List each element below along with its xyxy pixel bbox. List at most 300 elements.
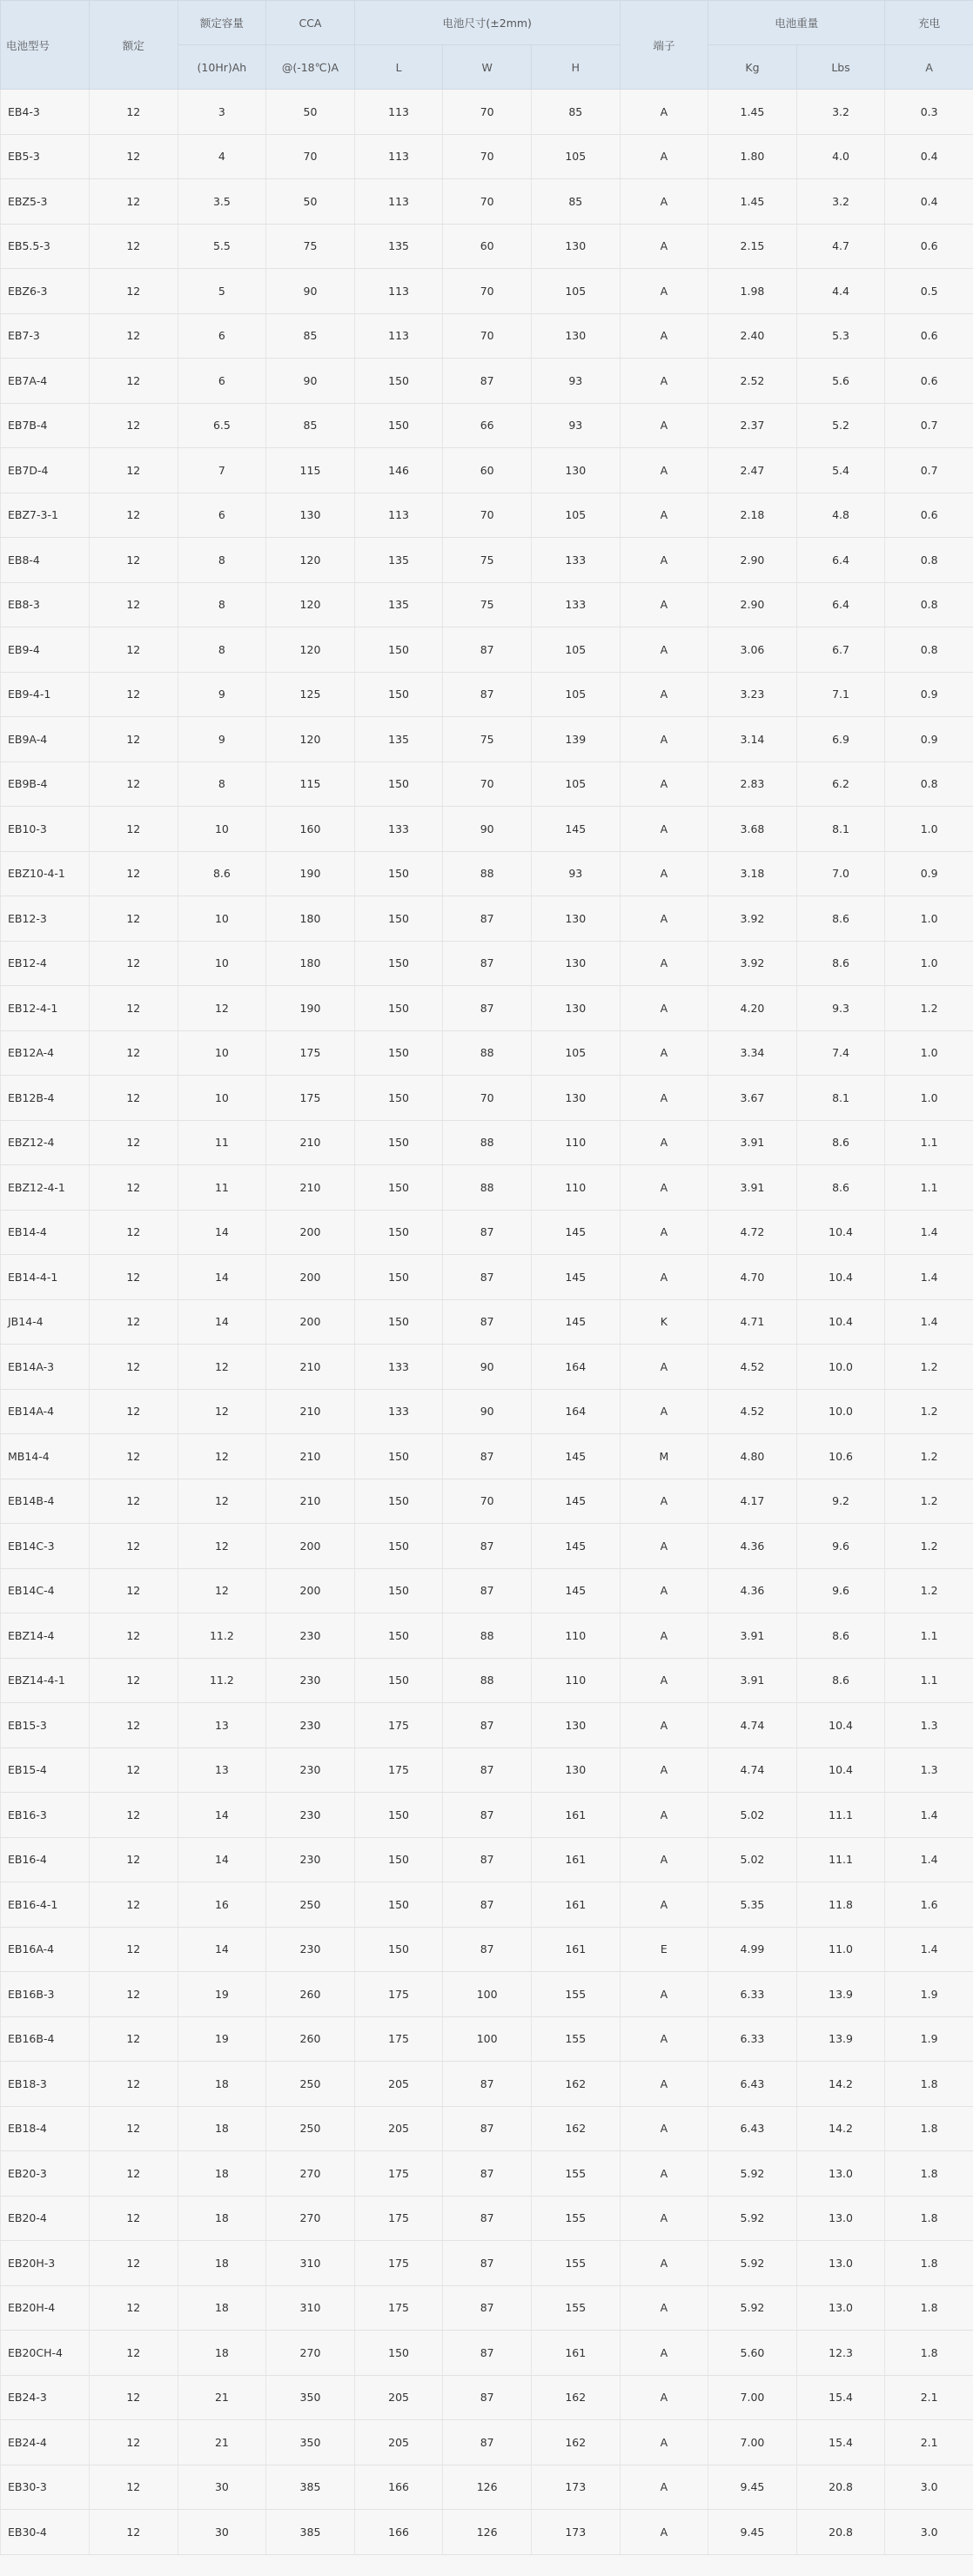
table-row — [1, 1076, 973, 1121]
cell-model: EB16B-4 — [1, 2016, 90, 2062]
cell-model: MB14-4 — [1, 1434, 90, 1479]
cell-cca: 350 — [266, 2375, 355, 2420]
cell-voltage: 12 — [90, 359, 178, 404]
table-row — [1, 2106, 973, 2151]
table-row — [1, 359, 973, 404]
cell-weight-lbs: 8.1 — [796, 807, 885, 852]
cell-cca: 270 — [266, 2331, 355, 2376]
cell-cca: 230 — [266, 1837, 355, 1882]
cell-weight-kg: 3.68 — [708, 807, 797, 852]
cell-height: 130 — [531, 986, 620, 1031]
table-row — [1, 1793, 973, 1838]
cell-charge-current: 0.8 — [885, 538, 973, 583]
cell-height: 162 — [531, 2062, 620, 2107]
cell-weight-kg: 3.91 — [708, 1165, 797, 1211]
cell-width: 87 — [443, 896, 532, 942]
cell-terminal: A — [620, 1703, 708, 1748]
cell-length: 135 — [354, 582, 443, 627]
cell-capacity: 14 — [178, 1793, 266, 1838]
cell-capacity: 18 — [178, 2331, 266, 2376]
cell-model: EB18-4 — [1, 2106, 90, 2151]
cell-voltage: 12 — [90, 1030, 178, 1076]
cell-width: 60 — [443, 448, 532, 493]
cell-terminal: A — [620, 627, 708, 673]
header-dim-h: H — [531, 45, 620, 90]
cell-capacity: 5 — [178, 269, 266, 314]
cell-cca: 190 — [266, 851, 355, 896]
table-row — [1, 538, 973, 583]
cell-voltage: 12 — [90, 627, 178, 673]
cell-capacity: 19 — [178, 1972, 266, 2017]
cell-model: EB16-4-1 — [1, 1882, 90, 1928]
cell-height: 155 — [531, 2241, 620, 2286]
cell-voltage: 12 — [90, 2151, 178, 2197]
cell-capacity: 14 — [178, 1299, 266, 1345]
header-dim-w: W — [443, 45, 532, 90]
cell-model: EB24-4 — [1, 2420, 90, 2465]
cell-capacity: 13 — [178, 1703, 266, 1748]
cell-terminal: A — [620, 1613, 708, 1659]
cell-terminal: A — [620, 2420, 708, 2465]
cell-voltage: 12 — [90, 403, 178, 448]
cell-width: 88 — [443, 1613, 532, 1659]
table-row — [1, 134, 973, 179]
cell-capacity: 12 — [178, 1389, 266, 1434]
cell-weight-kg: 1.45 — [708, 179, 797, 225]
cell-length: 150 — [354, 851, 443, 896]
cell-model: EB16A-4 — [1, 1927, 90, 1972]
cell-weight-kg: 5.02 — [708, 1793, 797, 1838]
cell-weight-lbs: 4.8 — [796, 493, 885, 538]
table-body — [1, 90, 973, 2555]
cell-width: 70 — [443, 1479, 532, 1524]
cell-weight-kg: 5.92 — [708, 2196, 797, 2241]
cell-terminal: A — [620, 448, 708, 493]
table-row — [1, 403, 973, 448]
cell-cca: 230 — [266, 1658, 355, 1703]
header-terminal: 端子 — [620, 1, 708, 90]
cell-model: EB20-4 — [1, 2196, 90, 2241]
cell-charge-current: 2.1 — [885, 2375, 973, 2420]
cell-weight-lbs: 9.6 — [796, 1524, 885, 1569]
cell-weight-kg: 2.15 — [708, 224, 797, 269]
cell-width: 70 — [443, 134, 532, 179]
cell-width: 87 — [443, 672, 532, 717]
cell-terminal: A — [620, 1479, 708, 1524]
cell-cca: 250 — [266, 2062, 355, 2107]
cell-height: 110 — [531, 1120, 620, 1165]
cell-height: 105 — [531, 761, 620, 807]
cell-charge-current: 1.8 — [885, 2196, 973, 2241]
cell-width: 87 — [443, 941, 532, 986]
cell-height: 145 — [531, 1568, 620, 1613]
cell-charge-current: 1.1 — [885, 1658, 973, 1703]
cell-weight-kg: 2.90 — [708, 538, 797, 583]
cell-height: 155 — [531, 1972, 620, 2017]
cell-voltage: 12 — [90, 313, 178, 359]
cell-voltage: 12 — [90, 448, 178, 493]
cell-weight-kg: 3.91 — [708, 1120, 797, 1165]
cell-cca: 175 — [266, 1076, 355, 1121]
table-row — [1, 986, 973, 1031]
cell-charge-current: 1.8 — [885, 2331, 973, 2376]
cell-voltage: 12 — [90, 1434, 178, 1479]
cell-height: 105 — [531, 1030, 620, 1076]
cell-terminal: A — [620, 1524, 708, 1569]
cell-weight-lbs: 3.2 — [796, 179, 885, 225]
cell-length: 150 — [354, 1030, 443, 1076]
cell-capacity: 6 — [178, 359, 266, 404]
cell-height: 130 — [531, 941, 620, 986]
cell-width: 90 — [443, 1389, 532, 1434]
cell-weight-lbs: 10.0 — [796, 1345, 885, 1390]
cell-cca: 210 — [266, 1389, 355, 1434]
cell-weight-kg: 3.14 — [708, 717, 797, 762]
cell-length: 175 — [354, 2151, 443, 2197]
cell-model: EB15-4 — [1, 1748, 90, 1793]
cell-weight-kg: 6.33 — [708, 1972, 797, 2017]
cell-voltage: 12 — [90, 2016, 178, 2062]
cell-model: EB24-3 — [1, 2375, 90, 2420]
cell-height: 161 — [531, 1882, 620, 1928]
cell-capacity: 6 — [178, 313, 266, 359]
cell-height: 155 — [531, 2151, 620, 2197]
cell-model: EB20CH-4 — [1, 2331, 90, 2376]
cell-capacity: 18 — [178, 2285, 266, 2331]
cell-width: 126 — [443, 2465, 532, 2510]
cell-model: EB10-3 — [1, 807, 90, 852]
cell-height: 110 — [531, 1165, 620, 1211]
cell-weight-kg: 4.17 — [708, 1479, 797, 1524]
cell-model: EB12-4 — [1, 941, 90, 986]
cell-terminal: A — [620, 1345, 708, 1390]
table-row — [1, 1345, 973, 1390]
cell-length: 135 — [354, 717, 443, 762]
cell-model: EBZ10-4-1 — [1, 851, 90, 896]
cell-terminal: A — [620, 2151, 708, 2197]
cell-weight-kg: 4.72 — [708, 1210, 797, 1255]
cell-voltage: 12 — [90, 538, 178, 583]
cell-width: 90 — [443, 1345, 532, 1390]
cell-width: 87 — [443, 1748, 532, 1793]
cell-charge-current: 2.1 — [885, 2420, 973, 2465]
cell-charge-current: 1.3 — [885, 1748, 973, 1793]
cell-weight-kg: 4.80 — [708, 1434, 797, 1479]
cell-length: 150 — [354, 1793, 443, 1838]
cell-capacity: 3 — [178, 90, 266, 135]
table-row — [1, 448, 973, 493]
cell-terminal: A — [620, 1389, 708, 1434]
cell-weight-lbs: 15.4 — [796, 2420, 885, 2465]
cell-length: 150 — [354, 1255, 443, 1300]
cell-length: 150 — [354, 1524, 443, 1569]
table-row — [1, 807, 973, 852]
cell-cca: 115 — [266, 448, 355, 493]
cell-weight-kg: 4.74 — [708, 1748, 797, 1793]
cell-length: 205 — [354, 2106, 443, 2151]
cell-width: 87 — [443, 1299, 532, 1345]
cell-width: 88 — [443, 851, 532, 896]
cell-capacity: 21 — [178, 2420, 266, 2465]
cell-height: 105 — [531, 493, 620, 538]
cell-model: EBZ5-3 — [1, 179, 90, 225]
cell-length: 150 — [354, 403, 443, 448]
cell-charge-current: 1.2 — [885, 1434, 973, 1479]
cell-length: 150 — [354, 1837, 443, 1882]
cell-weight-kg: 3.92 — [708, 941, 797, 986]
cell-length: 150 — [354, 1479, 443, 1524]
cell-weight-kg: 7.00 — [708, 2375, 797, 2420]
cell-capacity: 19 — [178, 2016, 266, 2062]
cell-charge-current: 1.4 — [885, 1255, 973, 1300]
cell-cca: 200 — [266, 1255, 355, 1300]
table-row — [1, 2151, 973, 2197]
cell-terminal: A — [620, 1165, 708, 1211]
cell-cca: 85 — [266, 403, 355, 448]
cell-model: EBZ14-4 — [1, 1613, 90, 1659]
cell-charge-current: 1.6 — [885, 1882, 973, 1928]
cell-weight-kg: 4.36 — [708, 1568, 797, 1613]
cell-weight-kg: 2.90 — [708, 582, 797, 627]
cell-voltage: 12 — [90, 1345, 178, 1390]
cell-cca: 200 — [266, 1299, 355, 1345]
table-row — [1, 2375, 973, 2420]
cell-capacity: 14 — [178, 1255, 266, 1300]
cell-width: 88 — [443, 1030, 532, 1076]
cell-voltage: 12 — [90, 1613, 178, 1659]
table-row — [1, 90, 973, 135]
cell-length: 133 — [354, 1389, 443, 1434]
cell-width: 70 — [443, 761, 532, 807]
cell-model: EB18-3 — [1, 2062, 90, 2107]
cell-height: 105 — [531, 672, 620, 717]
cell-voltage: 12 — [90, 269, 178, 314]
cell-length: 113 — [354, 313, 443, 359]
cell-length: 133 — [354, 807, 443, 852]
cell-terminal: A — [620, 717, 708, 762]
cell-voltage: 12 — [90, 582, 178, 627]
cell-terminal: A — [620, 269, 708, 314]
cell-weight-lbs: 6.7 — [796, 627, 885, 673]
cell-length: 150 — [354, 1076, 443, 1121]
table-row — [1, 2331, 973, 2376]
cell-cca: 200 — [266, 1210, 355, 1255]
cell-length: 113 — [354, 269, 443, 314]
cell-terminal: A — [620, 2016, 708, 2062]
cell-cca: 200 — [266, 1568, 355, 1613]
cell-model: EB16B-3 — [1, 1972, 90, 2017]
table-row — [1, 1120, 973, 1165]
cell-length: 175 — [354, 2285, 443, 2331]
cell-terminal: A — [620, 2510, 708, 2555]
cell-terminal: A — [620, 1658, 708, 1703]
cell-charge-current: 1.8 — [885, 2106, 973, 2151]
cell-height: 93 — [531, 403, 620, 448]
table-row — [1, 179, 973, 225]
cell-capacity: 11 — [178, 1120, 266, 1165]
table-row — [1, 2285, 973, 2331]
cell-capacity: 16 — [178, 1882, 266, 1928]
cell-weight-kg: 2.37 — [708, 403, 797, 448]
cell-weight-kg: 3.06 — [708, 627, 797, 673]
cell-length: 205 — [354, 2062, 443, 2107]
cell-charge-current: 0.5 — [885, 269, 973, 314]
cell-weight-kg: 3.67 — [708, 1076, 797, 1121]
cell-capacity: 6 — [178, 493, 266, 538]
table-row — [1, 1882, 973, 1928]
cell-voltage: 12 — [90, 1748, 178, 1793]
cell-model: EB12A-4 — [1, 1030, 90, 1076]
cell-width: 87 — [443, 2196, 532, 2241]
cell-weight-kg: 3.34 — [708, 1030, 797, 1076]
header-dim-l: L — [354, 45, 443, 90]
table-row — [1, 1568, 973, 1613]
cell-height: 162 — [531, 2420, 620, 2465]
cell-height: 164 — [531, 1345, 620, 1390]
cell-terminal: A — [620, 1255, 708, 1300]
cell-height: 145 — [531, 1210, 620, 1255]
cell-width: 70 — [443, 269, 532, 314]
cell-capacity: 14 — [178, 1210, 266, 1255]
cell-charge-current: 1.0 — [885, 807, 973, 852]
cell-length: 150 — [354, 1658, 443, 1703]
cell-charge-current: 1.8 — [885, 2241, 973, 2286]
cell-terminal: A — [620, 538, 708, 583]
cell-terminal: A — [620, 134, 708, 179]
cell-length: 150 — [354, 1120, 443, 1165]
header-cca-unit: @(-18℃)A — [266, 45, 355, 90]
cell-capacity: 14 — [178, 1837, 266, 1882]
cell-height: 161 — [531, 2331, 620, 2376]
cell-voltage: 12 — [90, 2465, 178, 2510]
cell-model: EBZ7-3-1 — [1, 493, 90, 538]
cell-cca: 115 — [266, 761, 355, 807]
cell-model: EB14A-3 — [1, 1345, 90, 1390]
cell-cca: 210 — [266, 1434, 355, 1479]
cell-weight-lbs: 8.1 — [796, 1076, 885, 1121]
cell-model: EB30-4 — [1, 2510, 90, 2555]
cell-cca: 75 — [266, 224, 355, 269]
cell-width: 75 — [443, 538, 532, 583]
cell-height: 161 — [531, 1927, 620, 1972]
cell-weight-kg: 4.20 — [708, 986, 797, 1031]
cell-charge-current: 0.9 — [885, 717, 973, 762]
cell-width: 87 — [443, 627, 532, 673]
cell-height: 93 — [531, 359, 620, 404]
cell-height: 139 — [531, 717, 620, 762]
cell-terminal: A — [620, 2196, 708, 2241]
cell-weight-lbs: 13.9 — [796, 2016, 885, 2062]
header-model: 电池型号 — [1, 1, 90, 90]
cell-charge-current: 1.1 — [885, 1120, 973, 1165]
cell-weight-lbs: 8.6 — [796, 1613, 885, 1659]
cell-weight-kg: 4.52 — [708, 1345, 797, 1390]
cell-weight-lbs: 7.0 — [796, 851, 885, 896]
cell-weight-lbs: 13.0 — [796, 2196, 885, 2241]
header-voltage: 额定 — [90, 1, 178, 90]
cell-height: 130 — [531, 448, 620, 493]
cell-capacity: 30 — [178, 2510, 266, 2555]
cell-width: 87 — [443, 1793, 532, 1838]
cell-charge-current: 1.3 — [885, 1703, 973, 1748]
table-row — [1, 941, 973, 986]
cell-cca: 210 — [266, 1165, 355, 1211]
cell-capacity: 12 — [178, 1524, 266, 1569]
cell-cca: 270 — [266, 2196, 355, 2241]
table-row — [1, 1524, 973, 1569]
cell-length: 150 — [354, 986, 443, 1031]
table-row — [1, 1210, 973, 1255]
cell-charge-current: 0.8 — [885, 582, 973, 627]
cell-voltage: 12 — [90, 1658, 178, 1703]
cell-model: EB14A-4 — [1, 1389, 90, 1434]
cell-weight-lbs: 4.4 — [796, 269, 885, 314]
cell-model: EB16-4 — [1, 1837, 90, 1882]
cell-voltage: 12 — [90, 2420, 178, 2465]
header-charge: 充电 — [885, 1, 973, 45]
cell-voltage: 12 — [90, 1568, 178, 1613]
cell-weight-lbs: 6.9 — [796, 717, 885, 762]
cell-cca: 310 — [266, 2241, 355, 2286]
cell-terminal: M — [620, 1434, 708, 1479]
cell-charge-current: 1.4 — [885, 1299, 973, 1345]
cell-length: 166 — [354, 2510, 443, 2555]
cell-capacity: 10 — [178, 1076, 266, 1121]
cell-voltage: 12 — [90, 941, 178, 986]
cell-height: 105 — [531, 134, 620, 179]
cell-weight-kg: 4.36 — [708, 1524, 797, 1569]
header-cca: CCA — [266, 1, 355, 45]
cell-voltage: 12 — [90, 1120, 178, 1165]
cell-weight-lbs: 9.2 — [796, 1479, 885, 1524]
cell-cca: 310 — [266, 2285, 355, 2331]
cell-model: EBZ14-4-1 — [1, 1658, 90, 1703]
cell-weight-lbs: 6.4 — [796, 582, 885, 627]
cell-cca: 230 — [266, 1613, 355, 1659]
cell-weight-kg: 7.00 — [708, 2420, 797, 2465]
cell-width: 87 — [443, 1255, 532, 1300]
cell-voltage: 12 — [90, 2196, 178, 2241]
cell-charge-current: 1.4 — [885, 1927, 973, 1972]
cell-weight-lbs: 10.6 — [796, 1434, 885, 1479]
cell-terminal: A — [620, 2331, 708, 2376]
cell-weight-kg: 6.43 — [708, 2106, 797, 2151]
cell-height: 161 — [531, 1793, 620, 1838]
cell-width: 90 — [443, 807, 532, 852]
cell-cca: 350 — [266, 2420, 355, 2465]
table-row — [1, 1434, 973, 1479]
cell-width: 87 — [443, 1703, 532, 1748]
cell-cca: 230 — [266, 1927, 355, 1972]
cell-weight-lbs: 11.8 — [796, 1882, 885, 1928]
cell-terminal: A — [620, 2241, 708, 2286]
cell-terminal: A — [620, 1837, 708, 1882]
cell-terminal: A — [620, 2285, 708, 2331]
table-row — [1, 224, 973, 269]
table-row — [1, 1389, 973, 1434]
cell-weight-kg: 4.99 — [708, 1927, 797, 1972]
cell-weight-lbs: 8.6 — [796, 896, 885, 942]
cell-weight-kg: 5.02 — [708, 1837, 797, 1882]
cell-voltage: 12 — [90, 90, 178, 135]
cell-height: 155 — [531, 2196, 620, 2241]
table-row — [1, 1030, 973, 1076]
cell-length: 166 — [354, 2465, 443, 2510]
cell-cca: 50 — [266, 179, 355, 225]
cell-weight-lbs: 4.0 — [796, 134, 885, 179]
table-row — [1, 1299, 973, 1345]
cell-voltage: 12 — [90, 896, 178, 942]
